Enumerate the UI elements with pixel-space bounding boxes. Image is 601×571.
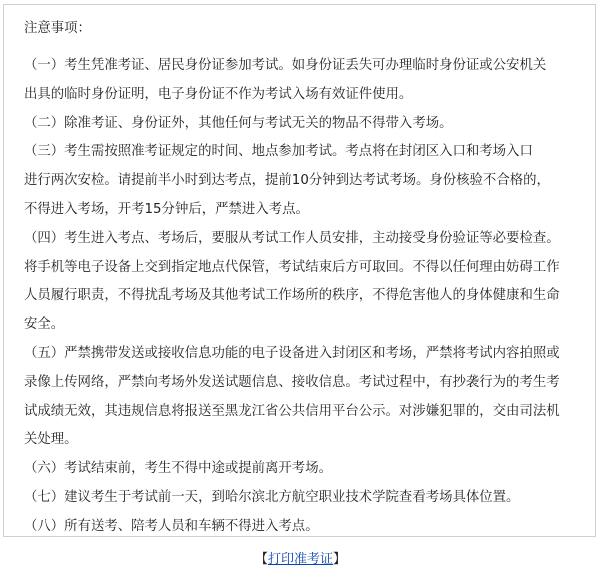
notice-line: 试成绩无效，其违规信息将报送至黑龙江省公共信用平台公示。对涉嫌犯罪的，交由司法机	[24, 403, 560, 419]
notice-item	[24, 225, 560, 340]
notice-line: 关处理。	[24, 432, 78, 448]
notice-content	[24, 18, 560, 542]
notice-item	[24, 455, 560, 484]
notice-line: 出具的临时身份证明，电子身份证不作为考试入场有效证件使用。	[24, 86, 413, 102]
notice-line: （八）所有送考、陪考人员和车辆不得进入考点。	[24, 518, 319, 534]
notice-item	[24, 340, 560, 455]
notice-items	[24, 52, 560, 542]
notice-line: 人员履行职责，不得扰乱考场及其他考试工作场所的秩序，不得危害他人的身体健康和生命	[24, 288, 560, 304]
notice-panel	[3, 4, 596, 537]
bracket-open: 【	[254, 552, 268, 567]
notice-title: 注意事项：	[24, 21, 91, 36]
notice-item	[24, 110, 560, 139]
bracket-close: 】	[333, 552, 347, 567]
notice-line: （一）考生凭准考证、居民身份证参加考试。如身份证丢失可办理临时身份证或公安机关	[24, 58, 547, 73]
notice-line: 进行两次安检。请提前半小时到达考点，提前10分钟到达考试考场。身份核验不合格的，	[24, 173, 550, 189]
notice-line: 不得进入考场，开考15分钟后，严禁进入考点。	[24, 201, 309, 217]
notice-line: （五）严禁携带发送或接收信息功能的电子设备进入封闭区和考场，严禁将考试内容拍照或	[24, 345, 560, 361]
notice-item	[24, 138, 560, 224]
print-admission-ticket-link[interactable]: 打印准考证	[267, 552, 333, 567]
notice-line: （三）考生需按照准考证规定的时间、地点参加考试。考点将在封闭区入口和考场入口	[24, 144, 533, 160]
notice-item	[24, 484, 560, 513]
footer	[0, 548, 601, 567]
notice-item	[24, 52, 560, 110]
notice-line: 安全。	[24, 317, 65, 333]
notice-line: （二）除准考证、身份证外，其他任何与考试无关的物品不得带入考场。	[24, 115, 453, 131]
notice-line: 将手机等电子设备上交到指定地点代保管，考试结束后方可取回。不得以任何理由妨碍工作	[24, 259, 560, 275]
notice-line: （四）考生进入考点、考场后，要服从考试工作人员安排，主动接受身份验证等必要检查。	[24, 230, 560, 246]
notice-item	[24, 513, 560, 542]
notice-line: 录像上传网络，严禁向考场外发送试题信息、接收信息。考试过程中，有抄袭行为的考生考	[24, 374, 560, 390]
notice-line: （六）考试结束前，考生不得中途或提前离开考场。	[24, 461, 332, 477]
notice-line: （七）建议考生于考试前一天，到哈尔滨北方航空职业技术学院查看考场具体位置。	[24, 489, 520, 505]
